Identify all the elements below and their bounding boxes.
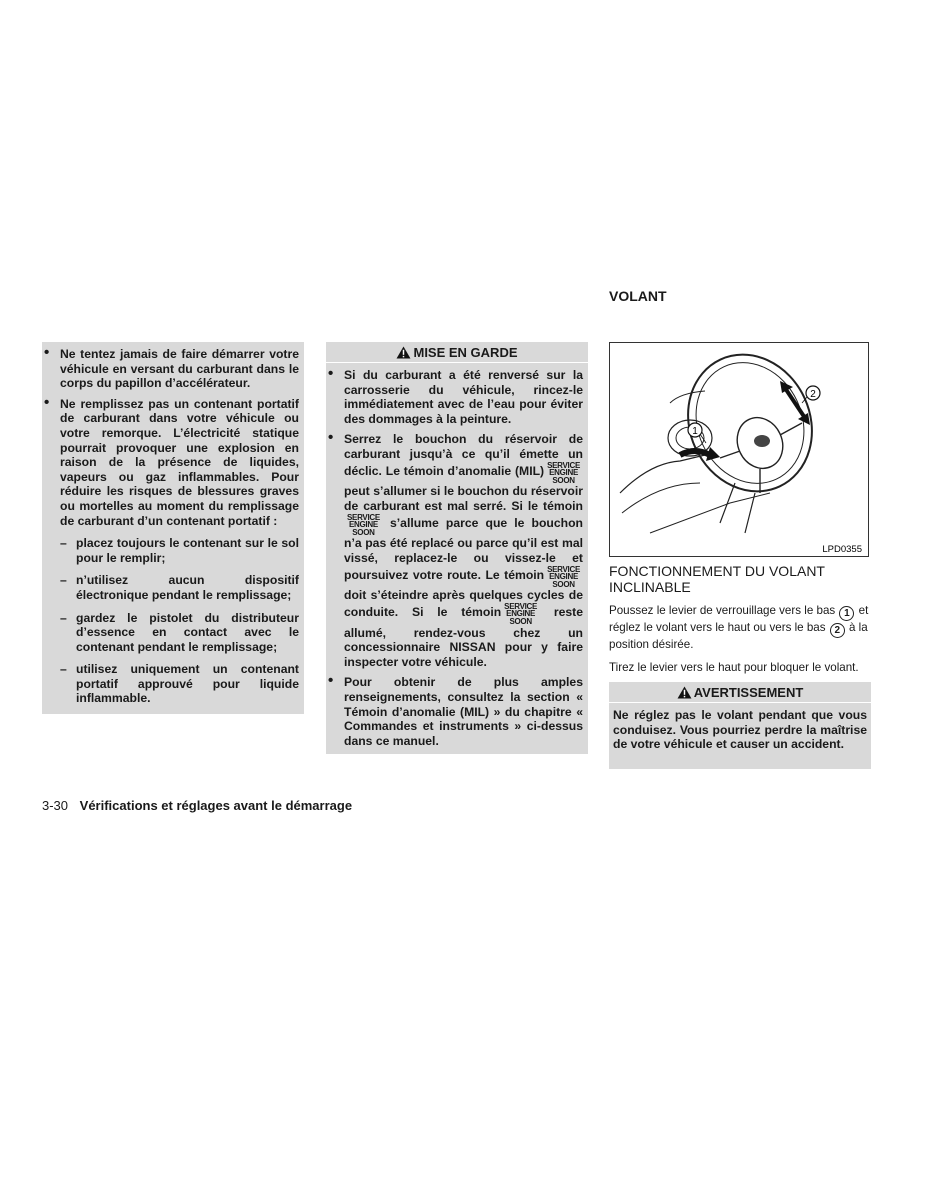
mil-indicator-icon: SERVICE ENGINE SOON <box>347 512 380 537</box>
tilt-warning-header <box>609 682 871 703</box>
callout-2-ref: 2 <box>830 623 845 638</box>
steering-wheel-illustration <box>610 343 868 556</box>
subsection-title: FONCTIONNEMENT DU VOLANT INCLINABLE <box>609 563 825 595</box>
steering-wheel-figure <box>609 342 869 557</box>
callout-1-ref: 1 <box>839 606 854 621</box>
portable-container-sublist <box>60 536 299 706</box>
warning-list <box>42 347 299 706</box>
mil-indicator-icon: SERVICE ENGINE SOON <box>547 460 580 485</box>
mil-indicator-icon: SERVICE ENGINE SOON <box>547 564 580 589</box>
caution-header <box>326 342 588 363</box>
instruction-paragraph-1: Poussez le levier de verrouillage vers le bas 1 et réglez le volant vers le haut ou vers le bas 2 à la position désirée. <box>609 604 869 651</box>
caution-item-spill: • Si du carburant a été renversé sur la carrosserie du véhicule, rincez-le immédiatement avec de l’eau pour éviter des dommages à la peinture. <box>326 368 583 426</box>
tilt-warning-box <box>609 682 871 769</box>
caution-item-fuel-cap: • Serrez le bouchon du réservoir de carburant jusqu’à ce qu’il émette un déclic. Le témoin d’anomalie (MIL) SERVICE ENGINE SOON peut s’allumer si le bouchon du réservoir de carburant est mal serré. Si le témoin SERVICE ENGINE SOON s’allume parce que le bouchon n’a pas été replacé ou parce qu’il est mal vissé, replacez-le ou vissez-le et poursuivez votre route. Le témoin SERVICE ENGINE SOON doit s’éteindre après quelques cycles de conduite. Si le témoin SERVICE ENGINE SOON reste allumé, rendez-vous chez un concessionnaire NISSAN pour y faire inspecter votre véhicule. <box>326 432 583 669</box>
footer-chapter-title: Vérifications et réglages avant le démarrage <box>79 798 353 813</box>
tilt-warning-title: AVERTISSEMENT <box>693 684 804 700</box>
figure-code: LPD0355 <box>822 544 862 555</box>
warning-triangle-icon <box>677 686 692 699</box>
sublist-item: – gardez le pistolet du distributeur d’essence en contact avec le contenant pendant le remplissage; <box>60 611 299 655</box>
section-title: VOLANT <box>609 288 667 304</box>
caution-item-more-info: • Pour obtenir de plus amples renseignements, consultez la section « Témoin d’anomalie (MIL) » du chapitre « Commandes et instruments » ci-dessus dans ce manuel. <box>326 675 583 748</box>
page-number: 3-30 <box>42 798 69 813</box>
sublist-item: – placez toujours le contenant sur le sol pour le remplir; <box>60 536 299 565</box>
sublist-item: – n’utilisez aucun dispositif électronique pendant le remplissage; <box>60 573 299 602</box>
warning-item-throttle: • Ne tentez jamais de faire démarrer votre véhicule en versant du carburant dans le corps du papillon d’accélérateur. <box>42 347 299 391</box>
mil-indicator-icon: SERVICE ENGINE SOON <box>504 601 538 627</box>
warning-item-portable-container: • Ne remplissez pas un contenant portatif de carburant dans votre véhicule ou votre remorque. L’électricité statique pourrait provoquer une explosion en raison de la présence de liquides, vapeurs ou gaz inflammables. Pour réduire les risques de blessures graves ou mortelles au moment du remplissage de carburant d’un contenant portatif : – placez toujours le contenant sur le sol pour le remplir; – n’utilisez aucun dispositif électronique pendant le remplissage; – gardez le pistolet du distributeur d’essence en contact avec le contenant pendant le remplissage; – utilisez uniquement un contenant portatif approuvé pour liquide inflammable. <box>42 397 299 706</box>
instruction-paragraph-2: Tirez le levier vers le haut pour bloquer le volant. <box>609 660 859 674</box>
warning-triangle-icon <box>396 346 411 359</box>
callout-1: 1 <box>692 426 698 437</box>
sublist-item: – utilisez uniquement un contenant portatif approuvé pour liquide inflammable. <box>60 662 299 706</box>
tilt-warning-text: Ne réglez pas le volant pendant que vous conduisez. Vous pourriez perdre la maîtrise de votre véhicule et causer un accident. <box>613 708 867 752</box>
caution-title: MISE EN GARDE <box>413 344 518 360</box>
page-footer <box>42 798 352 813</box>
caution-box <box>326 342 588 754</box>
callout-2: 2 <box>810 389 816 400</box>
warning-continuation-box <box>42 342 304 714</box>
caution-list <box>326 368 583 748</box>
tilt-section <box>609 563 871 675</box>
